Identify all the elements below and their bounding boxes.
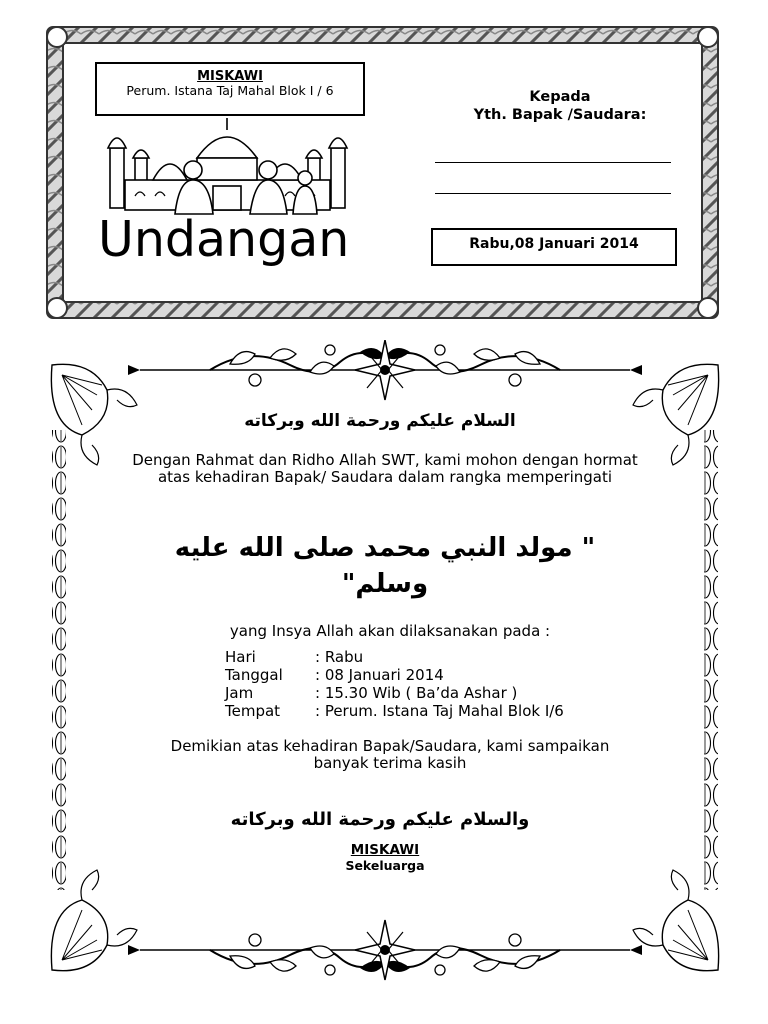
event-title: " مولد النبي محمد صلى الله عليه وسلم" <box>174 533 596 599</box>
opening-greeting: السلام عليكم ورحمة الله وبركاته <box>244 411 516 431</box>
recipient-label: Kepada <box>529 89 591 105</box>
detail-row <box>225 648 564 666</box>
recipient-line <box>435 193 671 194</box>
closing-greeting: والسلام عليكم ورحمة الله وبركاته <box>230 809 530 830</box>
recipient-line <box>435 162 671 163</box>
intro-text: Dengan Rahmat dan Ridho Allah SWT, kami mohon dengan hormat atas kehadiran Bapak/ Saudara dalam rangka memperingati <box>132 451 638 486</box>
host-signature <box>280 842 490 874</box>
page-title: Undangan <box>98 211 350 268</box>
sender-box <box>95 62 365 116</box>
detail-value: : 08 Januari 2014 <box>315 666 444 684</box>
detail-label: Tanggal <box>225 666 283 684</box>
detail-row <box>225 666 564 684</box>
event-details <box>225 648 564 720</box>
sender-name: MISKAWI <box>197 69 263 84</box>
mosque-illustration <box>105 118 350 216</box>
detail-row <box>225 684 564 702</box>
detail-value: : 15.30 Wib ( Ba’da Ashar ) <box>315 684 518 702</box>
detail-label: Hari <box>225 648 256 666</box>
closing-line: Demikian atas kehadiran Bapak/Saudara, kami sampaikan <box>170 737 610 755</box>
sender-address: Perum. Istana Taj Mahal Blok I / 6 <box>126 83 334 98</box>
lead-text: yang Insya Allah akan dilaksanakan pada : <box>229 622 551 640</box>
host-family: Sekeluarga <box>345 858 425 873</box>
detail-label: Tempat <box>225 702 281 720</box>
detail-row <box>225 702 564 720</box>
recipient-block <box>430 88 690 124</box>
detail-value: : Perum. Istana Taj Mahal Blok I/6 <box>315 702 564 720</box>
date-box: Rabu,08 Januari 2014 <box>431 228 677 266</box>
detail-value: : Rabu <box>315 648 364 666</box>
closing-text <box>160 738 620 772</box>
host-name: MISKAWI <box>350 842 420 858</box>
detail-label: Jam <box>225 684 254 702</box>
recipient-salutation: Yth. Bapak /Saudara: <box>473 107 647 123</box>
closing-line: banyak terima kasih <box>313 754 467 772</box>
